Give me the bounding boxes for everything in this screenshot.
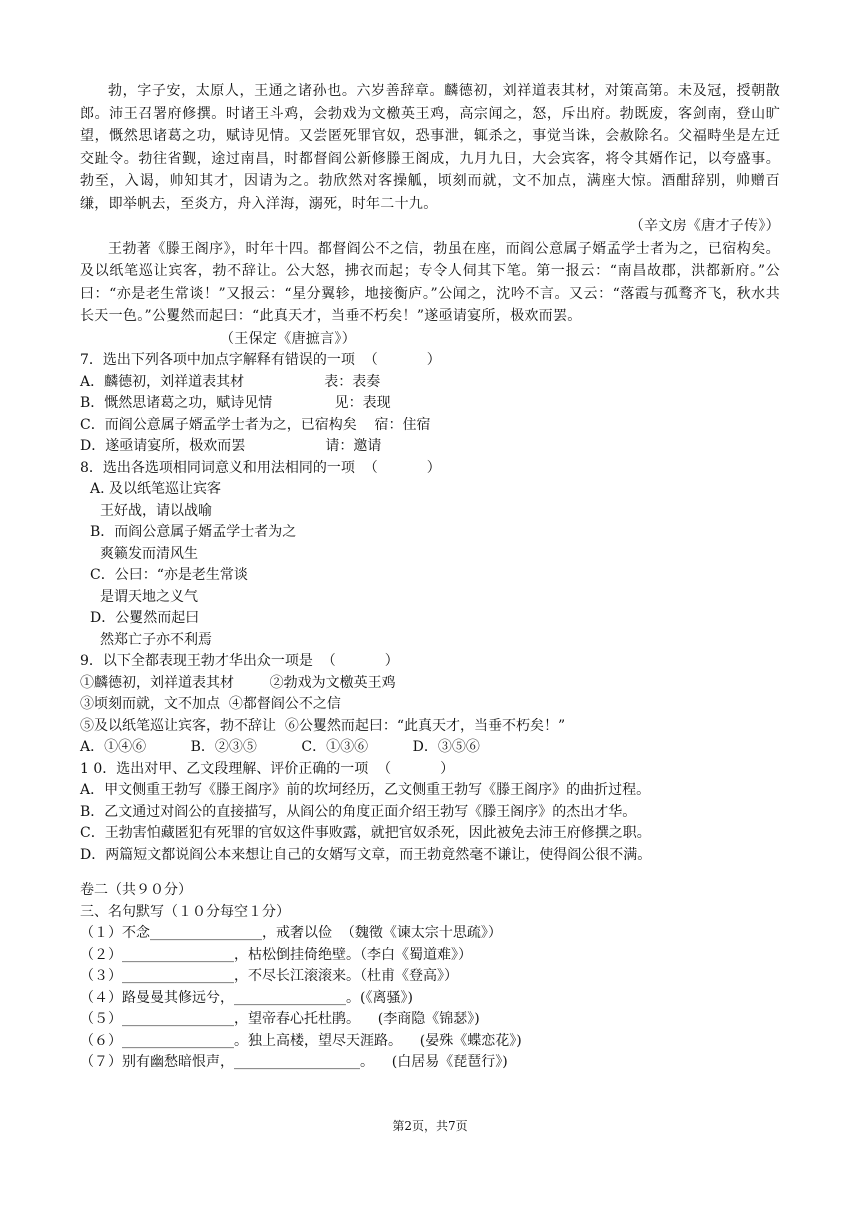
question-7-option-b: B．慨然思诸葛之功，赋诗见情 见：表现 [80, 395, 391, 411]
quote-item-6: （６）________________。独上高楼，望尽天涯路。 (晏殊《蝶恋花》) [80, 1032, 522, 1049]
passage-2-text: 王勃著《滕王阁序》，时年十四。都督阎公不之信，勃虽在座，而阎公意属子婿孟学士者为之，已宿构矣。及以纸笔巡让宾客，勃不辞让。公大怒，拂衣而起；专令人伺其下笔。第一报云：“南昌故郡，洪都新府。”公曰：“亦是老生常谈！”又报云：“星分翼轸，地接衡庐。”公闻之，沈吟不言。又云：“落霞与孤鹜齐飞，秋水共长天一色。”公矍然而起曰：“此真天才，当垂不朽矣！”遂亟请宴所，极欢而罢。 [80, 240, 780, 324]
quote-item-5: （５）________________，望帝春心托杜鹃。 (李商隐《锦瑟》) [80, 1011, 480, 1027]
question-8-option-c-pair: 是谓天地之义气 [100, 588, 198, 605]
quote-item-3: （３）________________，不尽长江滚滚来。（杜甫《登高》） [80, 968, 458, 984]
question-10-option-c: C．王勃害怕藏匿犯有死罪的官奴这件事败露，就把官奴杀死，因此被免去沛王府修撰之职。 [80, 825, 651, 841]
question-9-item-row-3: ⑤及以纸笔巡让宾客，勃不辞让 ⑥公矍然而起曰：“此真天才，当垂不朽矣！” [80, 717, 566, 734]
question-9-stem: 9．以下全都表现王勃才华出众一项是 （ ） [80, 653, 399, 669]
passage-1-text: 勃，字子安，太原人，王通之诸孙也。六岁善辞章。麟德初，刘祥道表其材，对策高第。未及冠，授朝散郎。沛王召署府修撰。时诸王斗鸡，会勃戏为文檄英王鸡，高宗闻之，怒，斥出府。勃既废，客剑南，登山旷望，慨然思诸葛之功，赋诗见情。又尝匿死罪官奴，恐事泄，辄杀之，事觉当诛，会赦除名。父福畤坐是左迁交趾令。勃往省觐，途过南昌，时都督阎公新修滕王阁成，九月九日，大会宾客，将令其婿作记，以夸盛事。勃至，入谒，帅知其才，因请为之。勃欣然对客操觚，顷刻而就，文不加点，满座大惊。酒酣辞别，帅赠百缣，即举帆去，至炎方，舟入洋海，溺死，时年二十九。 [80, 83, 780, 212]
question-8-option-a-pair: 王好战，请以战喻 [100, 502, 212, 519]
quote-item-2: （２）________________，枯松倒挂倚绝壁。（李白《蜀道难》） [80, 946, 472, 963]
quote-item-4: （４）路曼曼其修远兮，________________。(《离骚》) [80, 989, 413, 1006]
quote-item-7: （７）别有幽愁暗恨声，__________________。 (白居易《琵琶行》) [80, 1054, 508, 1070]
section-2-title: 卷二（共９０分） [80, 882, 192, 898]
exam-page [80, 80, 780, 1074]
question-8-option-b-pair: 爽籁发而清风生 [100, 545, 198, 562]
question-7-stem: 7．选出下列各项中加点字解释有错误的一项 （ ） [80, 352, 441, 368]
section-gap [80, 866, 780, 880]
question-9-item-row-2: ③顷刻而就，文不加点 ④都督阎公不之信 [80, 696, 341, 712]
question-8-option-d-pair: 然郑亡子亦不利焉 [100, 631, 212, 648]
question-8-option-a: A. 及以纸笔巡让宾客 [90, 481, 222, 497]
question-7-option-a: A．麟德初，刘祥道表其材 表：表奏 [80, 373, 381, 390]
question-8-option-c: C．公曰：“亦是老生常谈 [90, 567, 248, 583]
page-footer: 第2页，共7页 [392, 1119, 468, 1133]
question-10-option-d: D．两篇短文都说阎公本来想让自己的女婿写文章，而王勃竟然毫不谦让，使得阎公很不满。 [80, 846, 652, 863]
section-2-subtitle: 三、名句默写（１０分每空１分） [80, 903, 290, 920]
question-8-option-d: D．公矍然而起曰 [90, 610, 200, 626]
question-8-option-b: B．而阎公意属子婿孟学士者为之 [90, 524, 297, 540]
question-10-option-b: B．乙文通过对阎公的直接描写，从阎公的角度正面介绍王勃写《滕王阁序》的杰出才华。 [80, 803, 637, 820]
question-7-option-d: D．遂亟请宴所，极欢而罢 请：邀请 [80, 438, 382, 454]
question-8-stem: 8．选出各选项相同词意义和用法相同的一项 （ ） [80, 459, 441, 476]
passage-paragraph-2 [80, 238, 780, 328]
passage-paragraph-1 [80, 80, 780, 215]
question-10-option-a: A．甲文侧重王勃写《滕王阁序》前的坎坷经历，乙文侧重王勃写《滕王阁序》的曲折过程。 [80, 782, 651, 798]
question-9-choices: A．①④⑥ B．②③⑤ C．①③⑥ D．③⑤⑥ [80, 739, 480, 755]
quote-item-1: （１）不念________________，戒奢以俭 （魏徵《谏太宗十思疏》） [80, 925, 502, 941]
question-10-stem: 1 0．选出对甲、乙文段理解、评价正确的一项 （ ） [80, 760, 455, 777]
passage-1-source: （辛文房《唐才子传》） [629, 218, 780, 234]
question-9-item-row-1: ①麟德初，刘祥道表其材 ②勃戏为文檄英王鸡 [80, 674, 396, 691]
question-7-option-c: C．而阎公意属子婿孟学士者为之，已宿构矣 宿：住宿 [80, 416, 431, 433]
passage-2-source: （王保定《唐摭言》） [220, 330, 356, 347]
